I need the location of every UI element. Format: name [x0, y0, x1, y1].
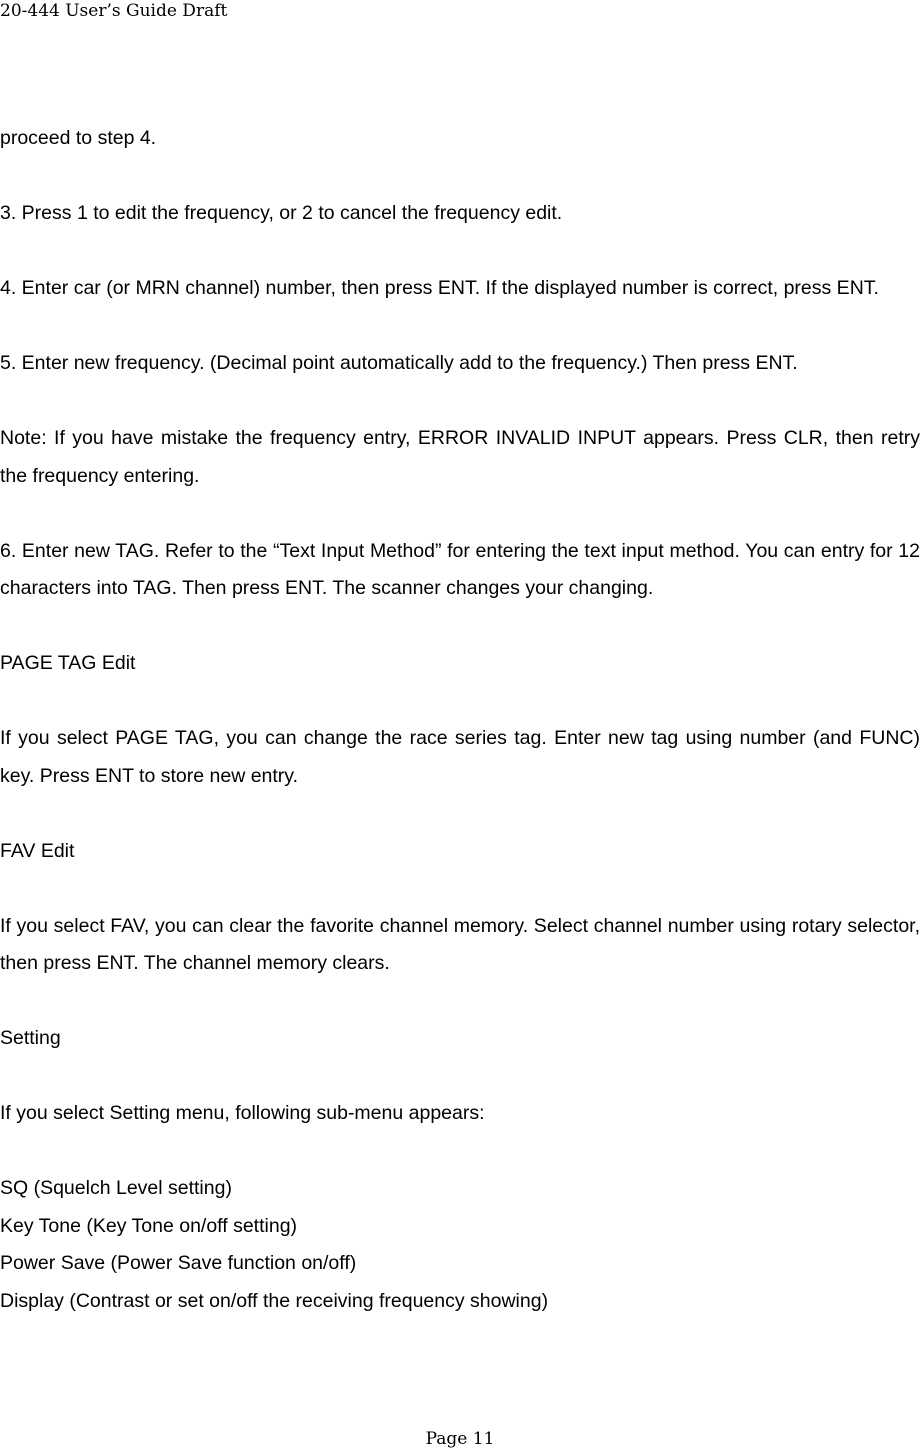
- submenu-item-key-tone: Key Tone (Key Tone on/off setting): [0, 1214, 298, 1237]
- submenu-item-power-save: Power Save (Power Save function on/off): [0, 1252, 357, 1274]
- paragraph-page-tag: If you select PAGE TAG, you can change the race series tag. Enter new tag using number (and FUNC) key. Press ENT to store new entry.: [0, 727, 920, 787]
- heading-page-tag-edit: PAGE TAG Edit: [0, 652, 136, 674]
- paragraph-setting-intro: If you select Setting menu, following sub-menu appears:: [0, 1102, 485, 1124]
- document-body: [0, 120, 920, 1320]
- paragraph-note: Note: If you have mistake the frequency entry, ERROR INVALID INPUT appears. Press CLR, then retry the frequency entering.: [0, 427, 920, 487]
- setting-submenu-list: [0, 1170, 920, 1320]
- paragraph-step-5: 5. Enter new frequency. (Decimal point automatically add to the frequency.) Then press ENT.: [0, 352, 798, 374]
- paragraph-fav: If you select FAV, you can clear the favorite channel memory. Select channel number using rotary selector, then press ENT. The channel memory clears.: [0, 914, 920, 974]
- paragraph-step-6: 6. Enter new TAG. Refer to the “Text Input Method” for entering the text input method. You can entry for 12 characters into TAG. Then press ENT. The scanner changes your changing.: [0, 539, 920, 599]
- paragraph-step-3: 3. Press 1 to edit the frequency, or 2 to cancel the frequency edit.: [0, 202, 563, 224]
- paragraph-step-4: 4. Enter car (or MRN channel) number, then press ENT. If the displayed number is correct, press ENT.: [0, 277, 879, 299]
- document-header: 20-444 User’s Guide Draft: [0, 1, 228, 21]
- heading-fav-edit: FAV Edit: [0, 839, 75, 862]
- submenu-item-display: Display (Contrast or set on/off the receiving frequency showing): [0, 1289, 549, 1312]
- heading-setting: Setting: [0, 1027, 61, 1049]
- paragraph-proceed: proceed to step 4.: [0, 127, 157, 149]
- submenu-item-sq: SQ (Squelch Level setting): [0, 1177, 232, 1199]
- page-number: Page 11: [425, 1429, 495, 1449]
